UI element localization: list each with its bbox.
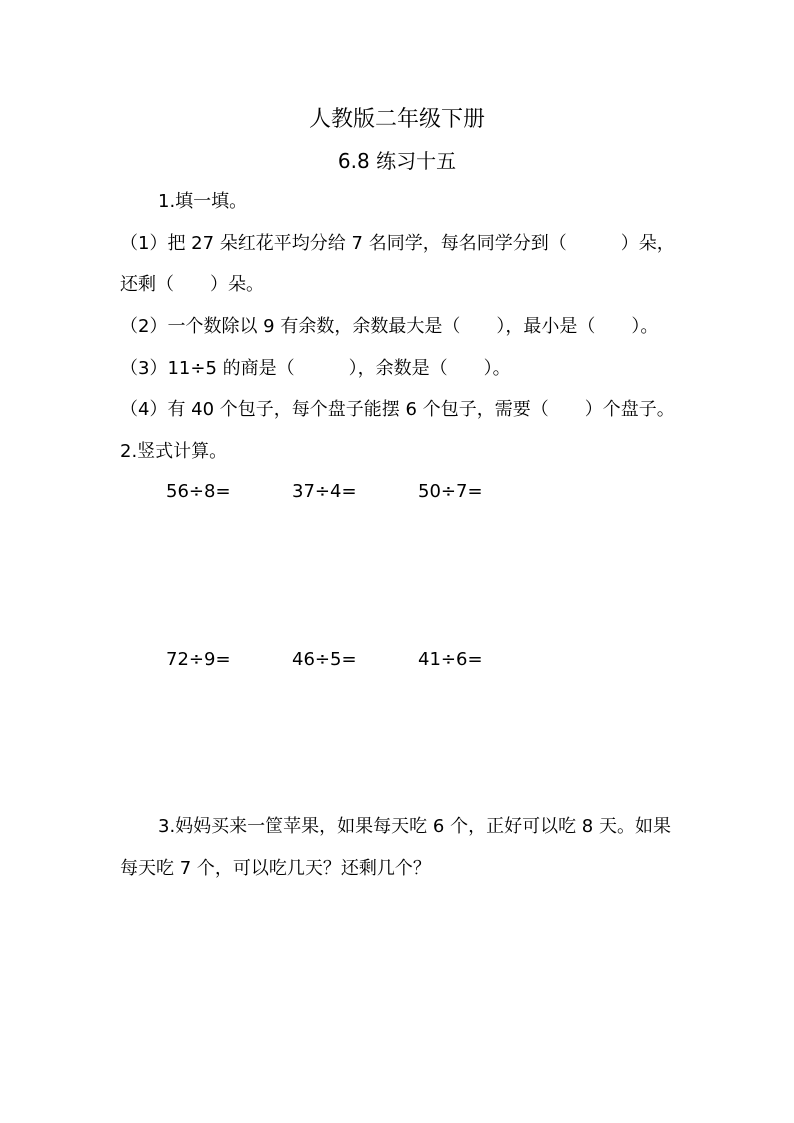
section1-heading: 1.填一填。 <box>158 191 248 212</box>
question1-line2: 还剩（ ）朵。 <box>120 274 264 295</box>
calc-item: 72÷9= <box>166 649 231 670</box>
page-title: 人教版二年级下册 <box>308 107 485 132</box>
word-problem-line1: 3.妈妈买来一筐苹果，如果每天吃 6 个，正好可以吃 8 天。如果 <box>158 816 671 837</box>
question2: （2）一个数除以 9 有余数，余数最大是（ ），最小是（ ）。 <box>120 316 659 337</box>
question1-line1: （1）把 27 朵红花平均分给 7 名同学，每名同学分到（ ）朵， <box>120 233 675 254</box>
question3: （3）11÷5 的商是（ ），余数是（ ）。 <box>120 358 511 379</box>
calc-item: 37÷4= <box>292 481 357 502</box>
section2-heading: 2.竖式计算。 <box>120 441 228 462</box>
question4: （4）有 40 个包子，每个盘子能摆 6 个包子，需要（ ）个盘子。 <box>120 399 675 420</box>
lesson-subtitle: 6.8 练习十五 <box>337 149 457 173</box>
calc-item: 46÷5= <box>292 649 357 670</box>
calc-item: 41÷6= <box>418 649 483 670</box>
word-problem-line2: 每天吃 7 个，可以吃几天？还剩几个？ <box>120 858 431 879</box>
calc-item: 50÷7= <box>418 481 483 502</box>
calc-item: 56÷8= <box>166 481 231 502</box>
